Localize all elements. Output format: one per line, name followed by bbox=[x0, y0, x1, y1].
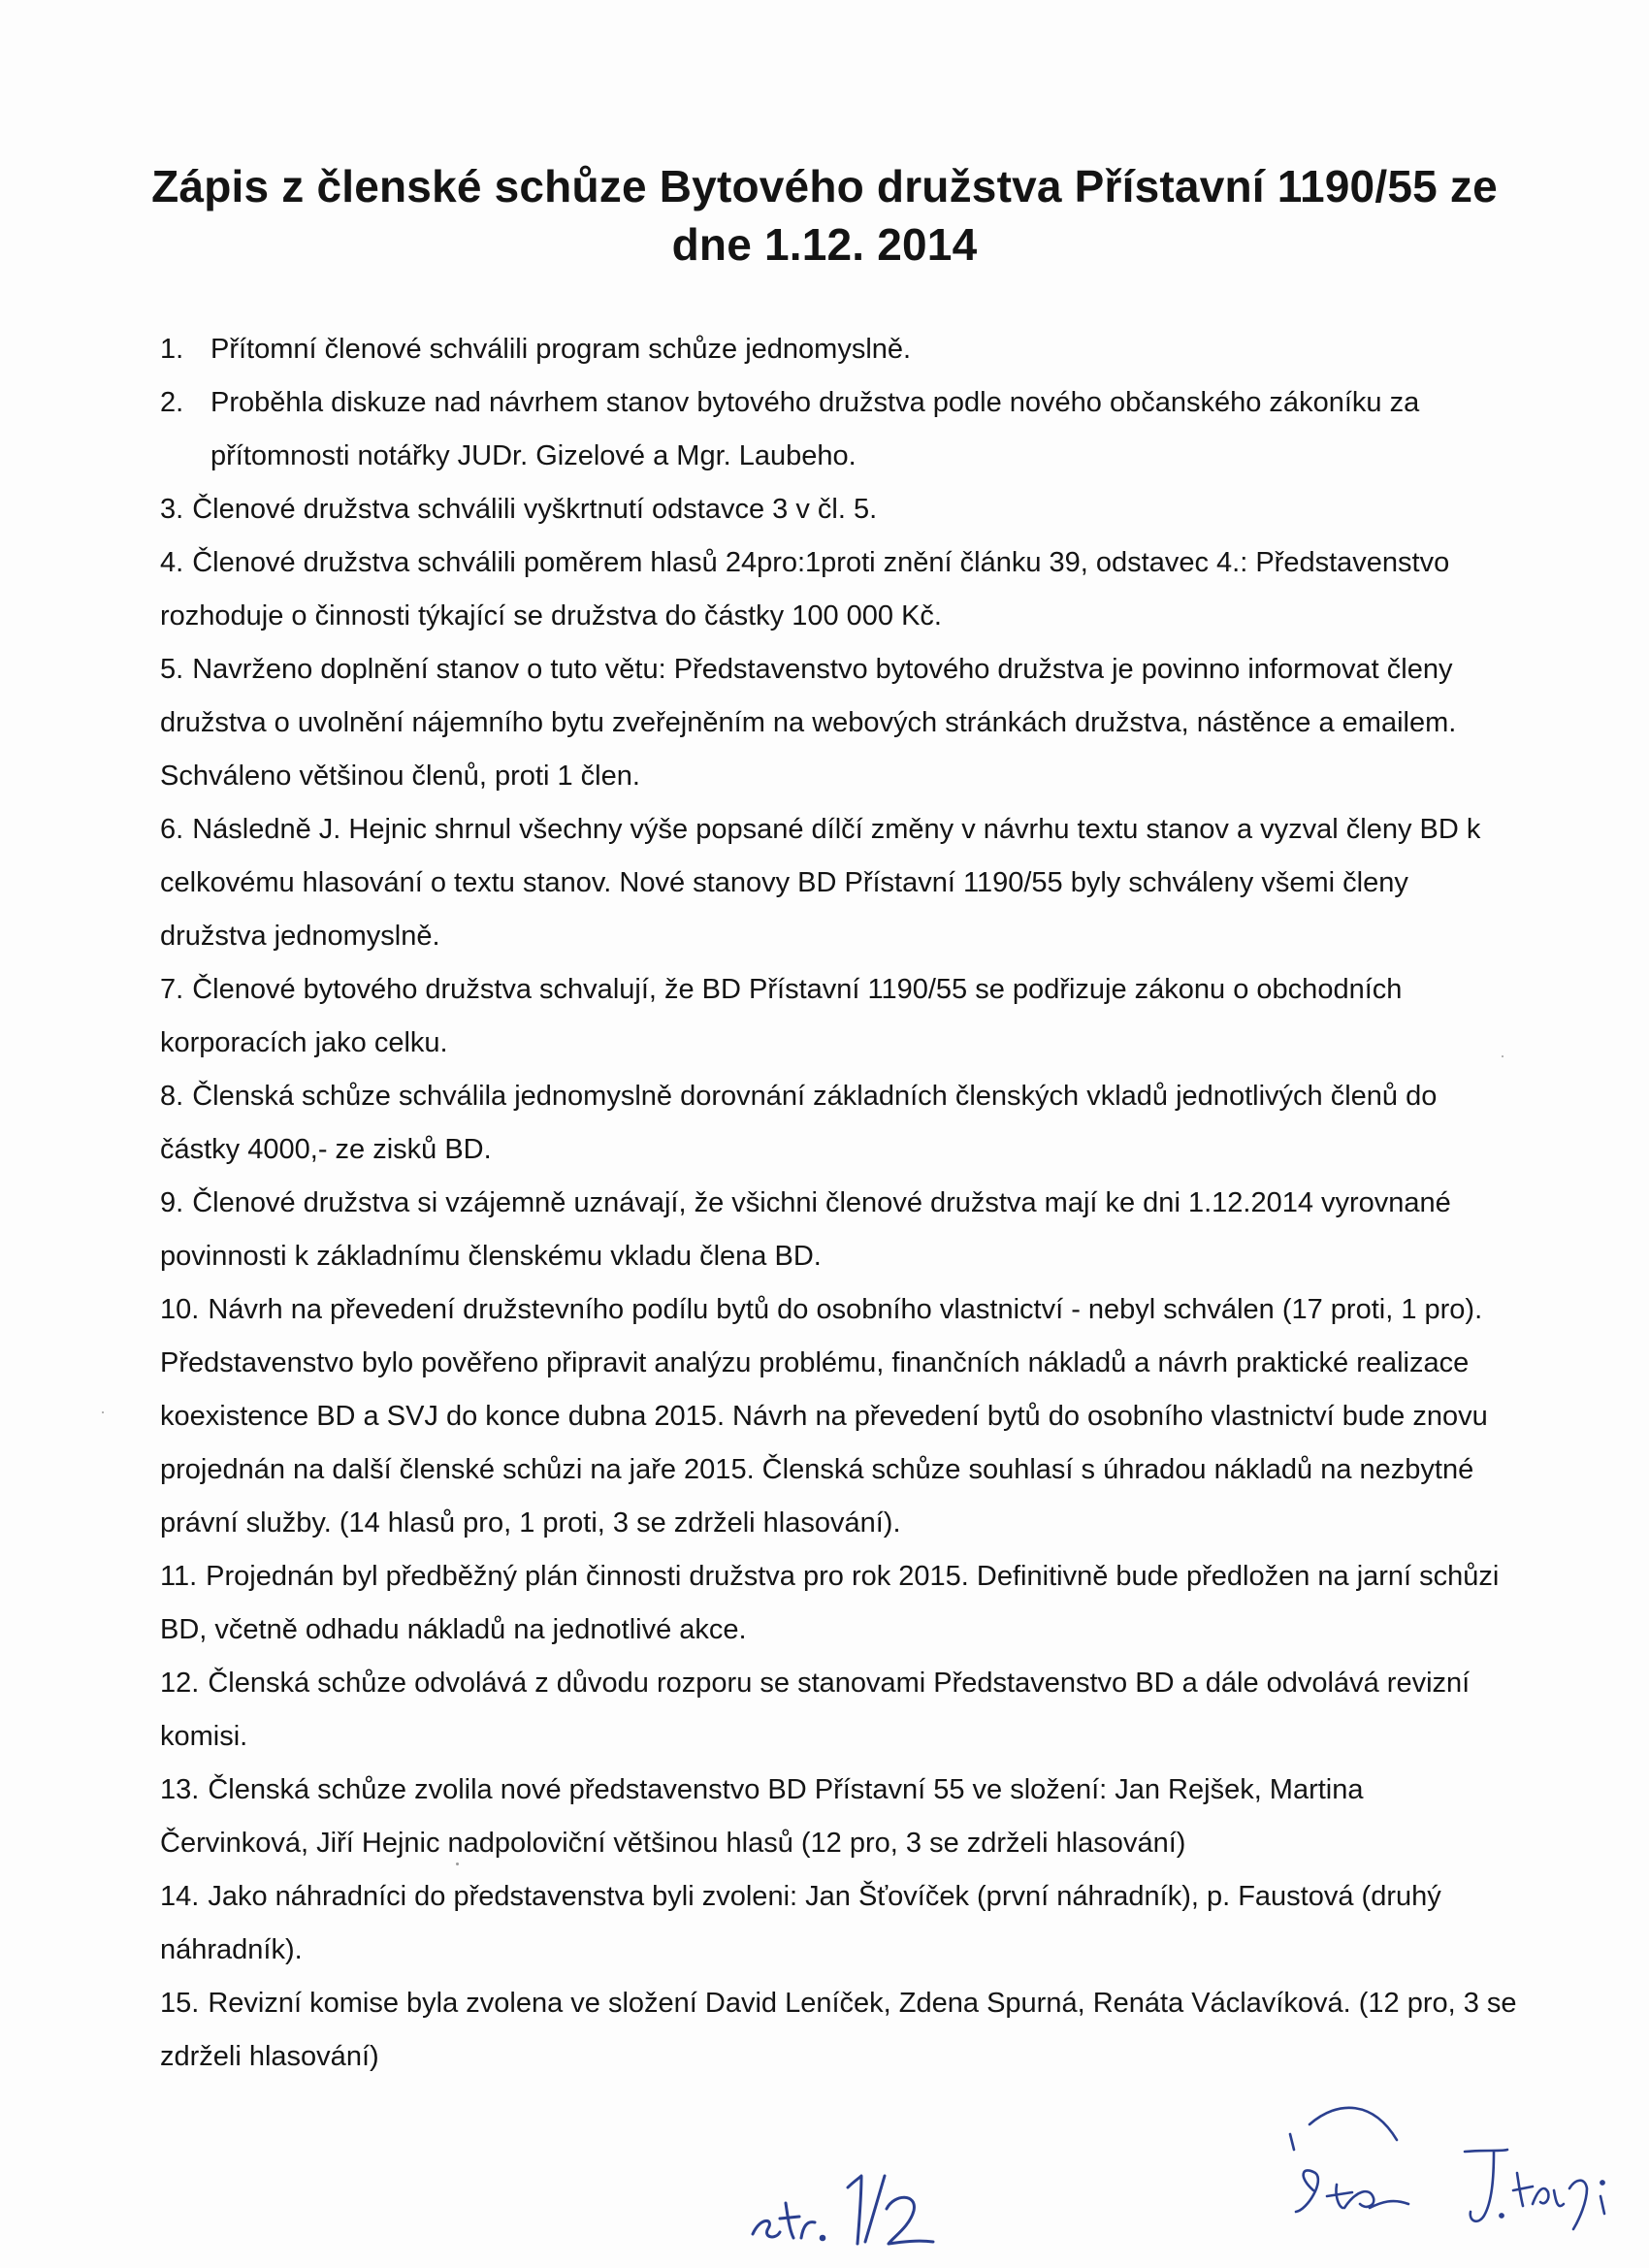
scan-speck bbox=[102, 1411, 104, 1413]
item-number: 12. bbox=[160, 1668, 200, 1699]
item-number: 2. bbox=[160, 387, 184, 418]
item-text: Projednán byl předběžný plán činnosti družstva pro rok 2015. Definitivně bude předložen na jarní schůzi BD, včetně odhadu nákladů na jednotlivé akce. bbox=[160, 1561, 1500, 1645]
minutes-item-4 bbox=[160, 536, 1518, 643]
item-text: Návrh na převedení družstevního podílu bytů do osobního vlastnictví - nebyl schválen (17 proti, 1 pro). Představenstvo bylo pověřeno připravit analýzu problému, finančních nákladů a návrh praktické realizace koexistence BD a SVJ do konce dubna 2015. Návrh na převedení bytů do osobního vlastnictví bude znovu projednán na další členské schůzi na jaře 2015. Členská schůze souhlasí s úhradou nákladů na nezbytné právní služby. (14 hlasů pro, 1 proti, 3 se zdrželi hlasování). bbox=[160, 1294, 1488, 1539]
item-number: 14. bbox=[160, 1881, 200, 1912]
item-text: Navrženo doplnění stanov o tuto větu: Představenstvo bytového družstva je povinno informovat členy družstva o uvolnění nájemního bytu zveřejněním na webových stránkách družstva, nástěnce a emailem. Schváleno většinou členů, proti 1 člen. bbox=[160, 654, 1457, 792]
minutes-item-7 bbox=[160, 963, 1518, 1070]
signature-2-ink bbox=[1455, 2095, 1630, 2241]
minutes-item-10 bbox=[160, 1283, 1518, 1550]
minutes-list bbox=[160, 323, 1518, 2084]
minutes-item-9 bbox=[160, 1177, 1518, 1283]
minutes-item-2 bbox=[160, 376, 1518, 483]
item-text: Členská schůze schválila jednomyslně dorovnání základních členských vkladů jednotlivých členů do částky 4000,- ze zisků BD. bbox=[160, 1081, 1438, 1165]
item-text: Revizní komise byla zvolena ve složení David Leníček, Zdena Spurná, Renáta Václavíková. (12 pro, 3 se zdrželi hlasování) bbox=[160, 1988, 1517, 2072]
item-text: Členové družstva schválili vyškrtnutí odstavce 3 v čl. 5. bbox=[192, 494, 878, 525]
item-number: 4. bbox=[160, 547, 184, 578]
minutes-item-8 bbox=[160, 1070, 1518, 1177]
item-number: 6. bbox=[160, 814, 184, 845]
item-number: 5. bbox=[160, 654, 184, 685]
document-title bbox=[116, 157, 1533, 274]
signature-1-ink bbox=[1280, 2095, 1445, 2241]
item-text: Přítomní členové schválili program schůze jednomyslně. bbox=[210, 334, 912, 365]
scan-speck bbox=[1502, 1055, 1504, 1057]
signature-1 bbox=[1280, 2095, 1445, 2241]
minutes-item-1 bbox=[160, 323, 1518, 376]
minutes-item-13 bbox=[160, 1764, 1518, 1870]
item-text: Členská schůze odvolává z důvodu rozporu se stanovami Představenstvo BD a dále odvolává revizní komisi. bbox=[160, 1668, 1471, 1752]
item-text: Členové bytového družstva schvalují, že BD Přístavní 1190/55 se podřizuje zákonu o obchodních korporacích jako celku. bbox=[160, 974, 1403, 1058]
minutes-item-5 bbox=[160, 643, 1518, 803]
item-text: Členská schůze zvolila nové představenstvo BD Přístavní 55 ve složení: Jan Rejšek, Martina Červinková, Jiří Hejnic nadpoloviční většinou hlasů (12 pro, 3 se zdrželi hlasování) bbox=[160, 1774, 1364, 1859]
item-text: Následně J. Hejnic shrnul všechny výše popsané dílčí změny v návrhu textu stanov a vyzval členy BD k celkovému hlasování o textu stanov. Nové stanovy BD Přístavní 1190/55 byly schváleny všemi členy družstva jednomyslně. bbox=[160, 814, 1481, 952]
item-text: Jako náhradníci do představenstva byli zvoleni: Jan Šťovíček (první náhradník), p. Faustová (druhý náhradník). bbox=[160, 1881, 1441, 1965]
minutes-item-12 bbox=[160, 1657, 1518, 1764]
item-number: 13. bbox=[160, 1774, 200, 1805]
item-number: 10. bbox=[160, 1294, 200, 1325]
minutes-item-6 bbox=[160, 803, 1518, 963]
minutes-item-15 bbox=[160, 1977, 1518, 2084]
handwritten-page-number-ink bbox=[747, 2149, 970, 2255]
item-number: 3. bbox=[160, 494, 184, 525]
item-text: Proběhla diskuze nad návrhem stanov bytového družstva podle nového občanského zákoníku za přítomnosti notářky JUDr. Gizelové a Mgr. Laubeho. bbox=[210, 387, 1420, 471]
handwritten-page-number bbox=[747, 2149, 970, 2255]
signature-2 bbox=[1455, 2095, 1630, 2241]
item-number: 7. bbox=[160, 974, 184, 1005]
item-number: 1. bbox=[160, 334, 184, 365]
item-number: 15. bbox=[160, 1988, 200, 2019]
item-number: 11. bbox=[160, 1561, 198, 1592]
minutes-item-11 bbox=[160, 1550, 1518, 1657]
title-line-1: Zápis z členské schůze Bytového družstva Přístavní 1190/55 ze bbox=[151, 161, 1498, 211]
item-number: 8. bbox=[160, 1081, 184, 1112]
item-text: Členové družstva schválili poměrem hlasů 24pro:1proti znění článku 39, odstavec 4.: Představenstvo rozhoduje o činnosti týkající se družstva do částky 100 000 Kč. bbox=[160, 547, 1450, 632]
minutes-item-3 bbox=[160, 483, 1518, 536]
scan-speck bbox=[456, 1863, 459, 1865]
title-line-2: dne 1.12. 2014 bbox=[671, 219, 978, 270]
item-number: 9. bbox=[160, 1187, 184, 1218]
item-text: Členové družstva si vzájemně uznávají, že všichni členové družstva mají ke dni 1.12.2014 vyrovnané povinnosti k základnímu členskému vkladu člena BD. bbox=[160, 1187, 1451, 1272]
minutes-item-14 bbox=[160, 1870, 1518, 1977]
